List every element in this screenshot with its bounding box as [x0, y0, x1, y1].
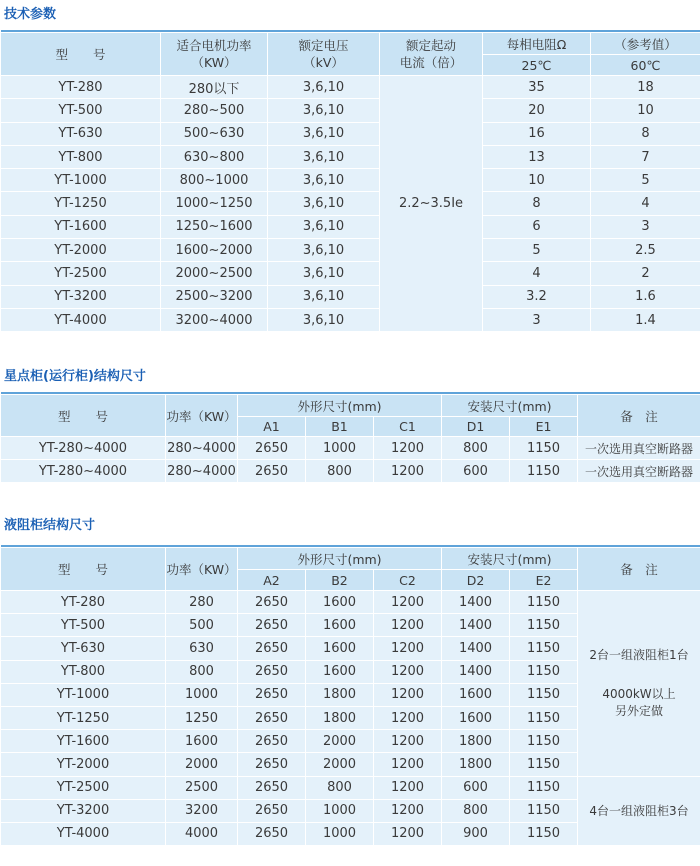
cell-r60: 5 — [591, 169, 700, 192]
cell-b1: 800 — [306, 460, 374, 483]
cell-start-current: 2.2~3.5Ie — [380, 76, 483, 332]
table-row — [1, 460, 700, 483]
table-row — [1, 145, 700, 168]
cell-voltage: 3,6,10 — [268, 262, 380, 285]
cell-r25: 4 — [483, 262, 591, 285]
cell-e1: 1150 — [510, 460, 578, 483]
table-row — [1, 215, 700, 238]
cell-model: YT-280~4000 — [1, 437, 166, 460]
cell-a2: 2650 — [238, 822, 306, 845]
cell-power: 280 — [166, 591, 238, 614]
cell-r60: 1.4 — [591, 308, 700, 331]
liquid-cabinet-table — [0, 545, 700, 846]
cell-b2: 2000 — [306, 753, 374, 776]
cell-c2: 1200 — [374, 614, 442, 637]
cell-note: 一次选用真空断路器 — [578, 460, 700, 483]
cell-e2: 1150 — [510, 822, 578, 845]
header-voltage — [268, 33, 380, 76]
cell-a2: 2650 — [238, 706, 306, 729]
cell-r60: 2 — [591, 262, 700, 285]
cell-note-group2 — [578, 591, 700, 777]
cell-d2: 1400 — [442, 614, 510, 637]
cell-model: YT-630 — [1, 122, 161, 145]
header-power-line2: （KW） — [191, 55, 237, 70]
cell-b2: 1000 — [306, 822, 374, 845]
cell-c2: 1200 — [374, 637, 442, 660]
cell-power: 2000 — [166, 753, 238, 776]
star-cabinet-table — [0, 392, 700, 483]
cell-a2: 2650 — [238, 730, 306, 753]
header-start-current-line2: 电流（倍） — [399, 55, 463, 70]
cell-power: 1600 — [166, 730, 238, 753]
cell-voltage: 3,6,10 — [268, 308, 380, 331]
cell-e2: 1150 — [510, 614, 578, 637]
header-a2: A2 — [238, 570, 306, 591]
cell-r60: 7 — [591, 145, 700, 168]
cell-e1: 1150 — [510, 437, 578, 460]
cell-r25: 10 — [483, 169, 591, 192]
cell-c2: 1200 — [374, 706, 442, 729]
cell-d2: 1400 — [442, 591, 510, 614]
cell-b1: 1000 — [306, 437, 374, 460]
cell-a2: 2650 — [238, 614, 306, 637]
cell-d2: 1600 — [442, 683, 510, 706]
cell-b2: 800 — [306, 776, 374, 799]
cell-voltage: 3,6,10 — [268, 192, 380, 215]
cell-voltage: 3,6,10 — [268, 99, 380, 122]
cell-r60: 3 — [591, 215, 700, 238]
cell-r25: 13 — [483, 145, 591, 168]
cell-c2: 1200 — [374, 753, 442, 776]
cell-d2: 1400 — [442, 660, 510, 683]
header-e2: E2 — [510, 570, 578, 591]
table-row — [1, 122, 700, 145]
cell-c1: 1200 — [374, 437, 442, 460]
header-note: 备 注 — [578, 395, 700, 437]
cell-power: 280以下 — [161, 76, 268, 99]
cell-a2: 2650 — [238, 753, 306, 776]
cell-c2: 1200 — [374, 683, 442, 706]
cell-r25: 16 — [483, 122, 591, 145]
cell-e2: 1150 — [510, 706, 578, 729]
cell-c2: 1200 — [374, 822, 442, 845]
cell-e2: 1150 — [510, 776, 578, 799]
cell-b2: 1800 — [306, 683, 374, 706]
header-a1: A1 — [238, 417, 306, 437]
cell-power: 280~4000 — [166, 460, 238, 483]
cell-model: YT-4000 — [1, 308, 161, 331]
cell-power: 800 — [166, 660, 238, 683]
table-row — [1, 239, 700, 262]
cell-power: 3200~4000 — [161, 308, 268, 331]
cell-model: YT-280 — [1, 76, 161, 99]
cell-power: 1250 — [166, 706, 238, 729]
cell-model: YT-1000 — [1, 169, 161, 192]
cell-note: 一次选用真空断路器 — [578, 437, 700, 460]
cell-b2: 1000 — [306, 799, 374, 822]
cell-r60: 1.6 — [591, 285, 700, 308]
header-start-current-line1: 额定起动 — [405, 38, 456, 53]
table-row — [1, 169, 700, 192]
cell-e2: 1150 — [510, 730, 578, 753]
cell-c2: 1200 — [374, 730, 442, 753]
note-group2: 2台一组液阻柜1台 — [589, 647, 689, 662]
table-row — [1, 591, 700, 614]
table-row — [1, 776, 700, 799]
cell-power: 1600~2000 — [161, 239, 268, 262]
cell-model: YT-2500 — [1, 262, 161, 285]
cell-a2: 2650 — [238, 776, 306, 799]
cell-r25: 3 — [483, 308, 591, 331]
header-voltage-line2: （kV） — [303, 55, 344, 70]
cell-model: YT-3200 — [1, 799, 166, 822]
header-model: 型 号 — [1, 395, 166, 437]
cell-b2: 1800 — [306, 706, 374, 729]
cell-c2: 1200 — [374, 776, 442, 799]
cell-model: YT-3200 — [1, 285, 161, 308]
cell-e2: 1150 — [510, 637, 578, 660]
header-d2: D2 — [442, 570, 510, 591]
header-power: 功率（KW） — [166, 395, 238, 437]
table-row — [1, 308, 700, 331]
cell-model: YT-280 — [1, 591, 166, 614]
cell-voltage: 3,6,10 — [268, 239, 380, 262]
cell-power: 1000 — [166, 683, 238, 706]
cell-model: YT-1000 — [1, 683, 166, 706]
header-note: 备 注 — [578, 548, 700, 591]
header-start-current — [380, 33, 483, 76]
header-model: 型 号 — [1, 548, 166, 591]
cell-e2: 1150 — [510, 753, 578, 776]
cell-voltage: 3,6,10 — [268, 215, 380, 238]
cell-b2: 1600 — [306, 637, 374, 660]
cell-r25: 20 — [483, 99, 591, 122]
header-e1: E1 — [510, 417, 578, 437]
section-title-star: 星点柜(运行柜)结构尺寸 — [4, 369, 146, 384]
cell-power: 630 — [166, 637, 238, 660]
cell-power: 630~800 — [161, 145, 268, 168]
cell-e2: 1150 — [510, 683, 578, 706]
cell-d2: 1800 — [442, 753, 510, 776]
note-custom-line2: 另外定做 — [614, 703, 663, 718]
cell-b2: 2000 — [306, 730, 374, 753]
tech-params-table — [0, 30, 700, 332]
header-model: 型 号 — [1, 33, 161, 76]
cell-r25: 3.2 — [483, 285, 591, 308]
cell-model: YT-2000 — [1, 239, 161, 262]
cell-e2: 1150 — [510, 591, 578, 614]
cell-power: 1000~1250 — [161, 192, 268, 215]
cell-e2: 1150 — [510, 799, 578, 822]
table-row — [1, 285, 700, 308]
section-title-liquid: 液阻柜结构尺寸 — [4, 518, 96, 533]
cell-model: YT-800 — [1, 145, 161, 168]
liquid-table-body — [1, 591, 700, 846]
cell-a2: 2650 — [238, 683, 306, 706]
header-power — [161, 33, 268, 76]
header-temp-25: 25℃ — [483, 55, 591, 76]
cell-d2: 1400 — [442, 637, 510, 660]
cell-model: YT-630 — [1, 637, 166, 660]
cell-model: YT-500 — [1, 614, 166, 637]
header-voltage-line1: 额定电压 — [298, 38, 349, 53]
table-row — [1, 262, 700, 285]
cell-c2: 1200 — [374, 660, 442, 683]
cell-power: 280~4000 — [166, 437, 238, 460]
cell-r60: 2.5 — [591, 239, 700, 262]
cell-power: 500~630 — [161, 122, 268, 145]
cell-e2: 1150 — [510, 660, 578, 683]
cell-d1: 600 — [442, 460, 510, 483]
header-b1: B1 — [306, 417, 374, 437]
header-c2: C2 — [374, 570, 442, 591]
section-title-tech: 技术参数 — [4, 7, 57, 22]
cell-d2: 800 — [442, 799, 510, 822]
cell-d2: 1600 — [442, 706, 510, 729]
cell-model: YT-800 — [1, 660, 166, 683]
cell-power: 3200 — [166, 799, 238, 822]
cell-d2: 1800 — [442, 730, 510, 753]
header-b2: B2 — [306, 570, 374, 591]
cell-voltage: 3,6,10 — [268, 169, 380, 192]
header-install-size: 安装尺寸(mm) — [442, 548, 578, 570]
cell-r60: 10 — [591, 99, 700, 122]
cell-power: 2500 — [166, 776, 238, 799]
cell-model: YT-500 — [1, 99, 161, 122]
cell-model: YT-2000 — [1, 753, 166, 776]
note-custom-line1: 4000kW以上 — [602, 686, 676, 701]
header-power: 功率（KW） — [166, 548, 238, 591]
cell-model: YT-1250 — [1, 192, 161, 215]
cell-a1: 2650 — [238, 437, 306, 460]
cell-note-group4: 4台一组液阻柜3台 — [578, 776, 700, 846]
cell-d1: 800 — [442, 437, 510, 460]
cell-model: YT-280~4000 — [1, 460, 166, 483]
cell-d2: 600 — [442, 776, 510, 799]
header-install-size: 安装尺寸(mm) — [442, 395, 578, 417]
cell-a2: 2650 — [238, 591, 306, 614]
cell-power: 1250~1600 — [161, 215, 268, 238]
cell-power: 800~1000 — [161, 169, 268, 192]
header-d1: D1 — [442, 417, 510, 437]
cell-r60: 18 — [591, 76, 700, 99]
header-c1: C1 — [374, 417, 442, 437]
header-outer-size: 外形尺寸(mm) — [238, 395, 442, 417]
cell-voltage: 3,6,10 — [268, 285, 380, 308]
cell-r60: 4 — [591, 192, 700, 215]
cell-a2: 2650 — [238, 637, 306, 660]
cell-a1: 2650 — [238, 460, 306, 483]
cell-model: YT-2500 — [1, 776, 166, 799]
cell-model: YT-4000 — [1, 822, 166, 845]
cell-model: YT-1600 — [1, 215, 161, 238]
cell-voltage: 3,6,10 — [268, 76, 380, 99]
cell-model: YT-1600 — [1, 730, 166, 753]
header-temp-60: 60℃ — [591, 55, 700, 76]
table-row — [1, 99, 700, 122]
cell-r25: 6 — [483, 215, 591, 238]
header-power-line1: 适合电机功率 — [176, 38, 252, 53]
cell-b2: 1600 — [306, 591, 374, 614]
cell-a2: 2650 — [238, 660, 306, 683]
cell-power: 2500~3200 — [161, 285, 268, 308]
cell-model: YT-1250 — [1, 706, 166, 729]
cell-r25: 5 — [483, 239, 591, 262]
cell-power: 4000 — [166, 822, 238, 845]
header-reference: （参考值） — [591, 33, 700, 55]
cell-power: 2000~2500 — [161, 262, 268, 285]
tech-table-body — [1, 76, 700, 332]
header-resistance: 每相电阻Ω — [483, 33, 591, 55]
cell-a2: 2650 — [238, 799, 306, 822]
cell-r25: 35 — [483, 76, 591, 99]
header-outer-size: 外形尺寸(mm) — [238, 548, 442, 570]
cell-c2: 1200 — [374, 799, 442, 822]
cell-d2: 900 — [442, 822, 510, 845]
cell-voltage: 3,6,10 — [268, 122, 380, 145]
cell-c1: 1200 — [374, 460, 442, 483]
cell-b2: 1600 — [306, 614, 374, 637]
table-row — [1, 192, 700, 215]
cell-r60: 8 — [591, 122, 700, 145]
cell-r25: 8 — [483, 192, 591, 215]
cell-voltage: 3,6,10 — [268, 145, 380, 168]
cell-power: 500 — [166, 614, 238, 637]
table-row — [1, 437, 700, 460]
cell-b2: 1600 — [306, 660, 374, 683]
star-table-body — [1, 437, 700, 483]
table-row — [1, 76, 700, 99]
cell-power: 280~500 — [161, 99, 268, 122]
cell-c2: 1200 — [374, 591, 442, 614]
